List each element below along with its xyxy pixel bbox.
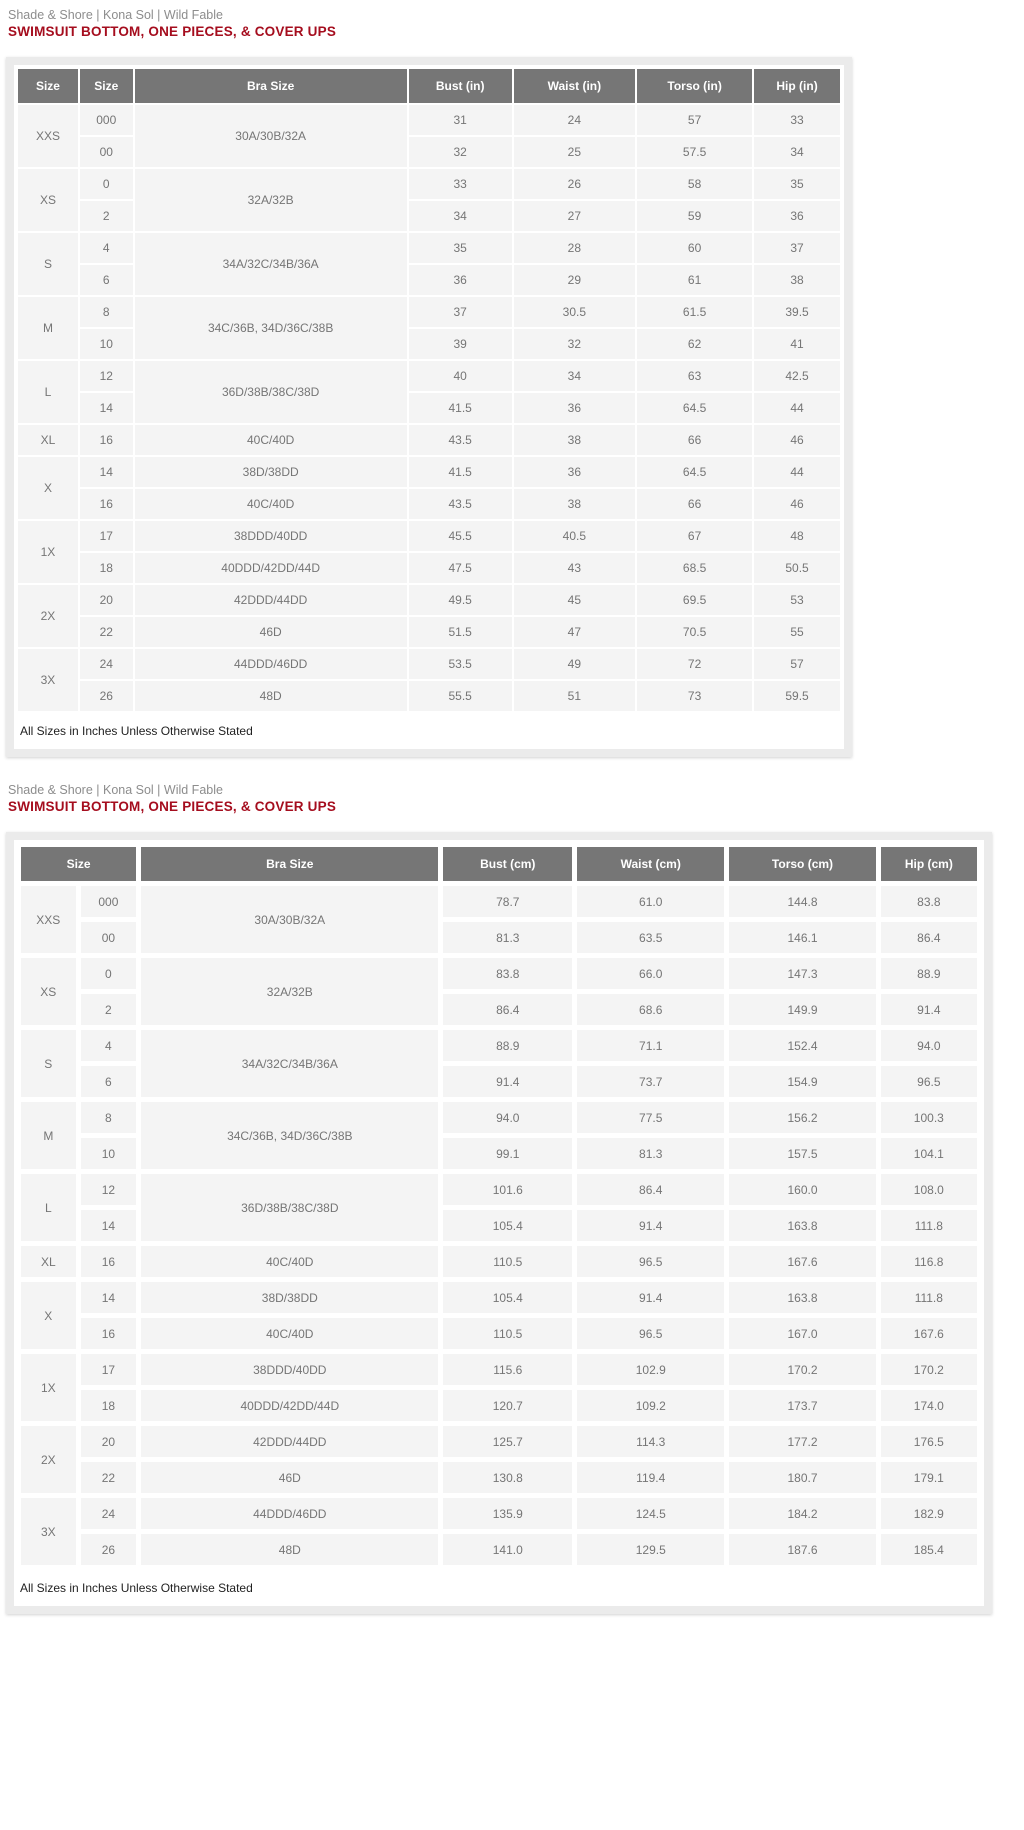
bust-cell: 51.5 bbox=[409, 617, 512, 647]
bra-size-cell: 38DDD/40DD bbox=[135, 521, 407, 551]
torso-cell: 154.9 bbox=[729, 1066, 875, 1097]
torso-cell: 144.8 bbox=[729, 886, 875, 917]
bust-cell: 32 bbox=[409, 137, 512, 167]
waist-cell: 68.6 bbox=[577, 994, 724, 1025]
size-group-cell: XL bbox=[21, 1246, 76, 1277]
bust-cell: 83.8 bbox=[443, 958, 572, 989]
waist-cell: 66.0 bbox=[577, 958, 724, 989]
waist-cell: 73.7 bbox=[577, 1066, 724, 1097]
torso-cell: 70.5 bbox=[637, 617, 752, 647]
torso-cell: 61 bbox=[637, 265, 752, 295]
waist-cell: 91.4 bbox=[577, 1282, 724, 1313]
size-number-cell: 22 bbox=[80, 617, 133, 647]
table-row bbox=[21, 1282, 977, 1313]
torso-cell: 57 bbox=[637, 105, 752, 135]
bust-cell: 43.5 bbox=[409, 489, 512, 519]
page-title: SWIMSUIT BOTTOM, ONE PIECES, & COVER UPS bbox=[8, 799, 337, 814]
bust-cell: 81.3 bbox=[443, 922, 572, 953]
hip-cell: 44 bbox=[754, 393, 840, 423]
waist-cell: 61.0 bbox=[577, 886, 724, 917]
bust-cell: 41.5 bbox=[409, 457, 512, 487]
bust-cell: 47.5 bbox=[409, 553, 512, 583]
bust-cell: 39 bbox=[409, 329, 512, 359]
waist-cell: 29 bbox=[514, 265, 636, 295]
hip-cell: 116.8 bbox=[881, 1246, 977, 1277]
bra-size-cell: 30A/30B/32A bbox=[135, 105, 407, 167]
bra-size-cell: 48D bbox=[141, 1534, 438, 1565]
hip-cell: 39.5 bbox=[754, 297, 840, 327]
bra-size-cell: 38D/38DD bbox=[141, 1282, 438, 1313]
waist-cell: 34 bbox=[514, 361, 636, 391]
table-row bbox=[18, 617, 840, 647]
bra-size-cell: 46D bbox=[141, 1462, 438, 1493]
size-group-cell: S bbox=[18, 233, 78, 295]
waist-cell: 30.5 bbox=[514, 297, 636, 327]
column-header: Bust (in) bbox=[409, 69, 512, 103]
hip-cell: 59.5 bbox=[754, 681, 840, 711]
hip-cell: 96.5 bbox=[881, 1066, 977, 1097]
page-title: SWIMSUIT BOTTOM, ONE PIECES, & COVER UPS bbox=[8, 24, 337, 39]
size-group-cell: 2X bbox=[18, 585, 78, 647]
waist-cell: 102.9 bbox=[577, 1354, 724, 1385]
table-row bbox=[18, 649, 840, 679]
torso-cell: 146.1 bbox=[729, 922, 875, 953]
hip-cell: 46 bbox=[754, 489, 840, 519]
torso-cell: 187.6 bbox=[729, 1534, 875, 1565]
size-number-cell: 000 bbox=[81, 886, 137, 917]
bra-size-cell: 36D/38B/38C/38D bbox=[141, 1174, 438, 1241]
hip-cell: 167.6 bbox=[881, 1318, 977, 1349]
size-group-cell: 1X bbox=[21, 1354, 76, 1421]
bra-size-cell: 44DDD/46DD bbox=[135, 649, 407, 679]
hip-cell: 170.2 bbox=[881, 1354, 977, 1385]
bust-cell: 110.5 bbox=[443, 1318, 572, 1349]
table-footnote: All Sizes in Inches Unless Otherwise Stated bbox=[16, 1570, 982, 1604]
torso-cell: 163.8 bbox=[729, 1282, 875, 1313]
hip-cell: 100.3 bbox=[881, 1102, 977, 1133]
torso-cell: 177.2 bbox=[729, 1426, 875, 1457]
size-chart-container-cm bbox=[6, 832, 992, 1614]
size-number-cell: 16 bbox=[80, 489, 133, 519]
size-number-cell: 0 bbox=[80, 169, 133, 199]
hip-cell: 91.4 bbox=[881, 994, 977, 1025]
bra-size-cell: 48D bbox=[135, 681, 407, 711]
torso-cell: 59 bbox=[637, 201, 752, 231]
size-number-cell: 18 bbox=[81, 1390, 137, 1421]
hip-cell: 46 bbox=[754, 425, 840, 455]
bust-cell: 53.5 bbox=[409, 649, 512, 679]
torso-cell: 167.6 bbox=[729, 1246, 875, 1277]
waist-cell: 24 bbox=[514, 105, 636, 135]
bra-size-cell: 36D/38B/38C/38D bbox=[135, 361, 407, 423]
size-number-cell: 14 bbox=[80, 393, 133, 423]
size-number-cell: 24 bbox=[81, 1498, 137, 1529]
bra-size-cell: 40C/40D bbox=[135, 425, 407, 455]
bra-size-cell: 40DDD/42DD/44D bbox=[135, 553, 407, 583]
column-header: Bust (cm) bbox=[443, 847, 572, 881]
bust-cell: 105.4 bbox=[443, 1210, 572, 1241]
size-number-cell: 17 bbox=[81, 1354, 137, 1385]
bra-size-cell: 34A/32C/34B/36A bbox=[135, 233, 407, 295]
size-number-cell: 00 bbox=[80, 137, 133, 167]
bust-cell: 33 bbox=[409, 169, 512, 199]
hip-cell: 34 bbox=[754, 137, 840, 167]
size-number-cell: 14 bbox=[81, 1282, 137, 1313]
hip-cell: 182.9 bbox=[881, 1498, 977, 1529]
bust-cell: 78.7 bbox=[443, 886, 572, 917]
bust-cell: 101.6 bbox=[443, 1174, 572, 1205]
table-row bbox=[18, 681, 840, 711]
waist-cell: 86.4 bbox=[577, 1174, 724, 1205]
hip-cell: 179.1 bbox=[881, 1462, 977, 1493]
size-number-cell: 16 bbox=[81, 1246, 137, 1277]
bra-size-cell: 42DDD/44DD bbox=[135, 585, 407, 615]
size-group-cell: L bbox=[21, 1174, 76, 1241]
size-number-cell: 22 bbox=[81, 1462, 137, 1493]
header-row bbox=[18, 69, 840, 103]
bra-size-cell: 30A/30B/32A bbox=[141, 886, 438, 953]
waist-cell: 63.5 bbox=[577, 922, 724, 953]
table-row bbox=[21, 1318, 977, 1349]
torso-cell: 58 bbox=[637, 169, 752, 199]
bust-cell: 34 bbox=[409, 201, 512, 231]
bra-size-cell: 34C/36B, 34D/36C/38B bbox=[135, 297, 407, 359]
table-row bbox=[21, 1534, 977, 1565]
hip-cell: 36 bbox=[754, 201, 840, 231]
hip-cell: 55 bbox=[754, 617, 840, 647]
waist-cell: 81.3 bbox=[577, 1138, 724, 1169]
size-number-cell: 14 bbox=[80, 457, 133, 487]
hip-cell: 37 bbox=[754, 233, 840, 263]
size-group-cell: M bbox=[18, 297, 78, 359]
table-row bbox=[18, 585, 840, 615]
waist-cell: 96.5 bbox=[577, 1246, 724, 1277]
waist-cell: 71.1 bbox=[577, 1030, 724, 1061]
bra-size-cell: 32A/32B bbox=[135, 169, 407, 231]
size-number-cell: 12 bbox=[81, 1174, 137, 1205]
size-group-cell: XL bbox=[18, 425, 78, 455]
size-number-cell: 6 bbox=[80, 265, 133, 295]
waist-cell: 96.5 bbox=[577, 1318, 724, 1349]
bust-cell: 110.5 bbox=[443, 1246, 572, 1277]
size-number-cell: 26 bbox=[81, 1534, 137, 1565]
size-number-cell: 8 bbox=[80, 297, 133, 327]
breadcrumb: Shade & Shore | Kona Sol | Wild Fable bbox=[8, 8, 223, 22]
hip-cell: 57 bbox=[754, 649, 840, 679]
bra-size-cell: 38D/38DD bbox=[135, 457, 407, 487]
torso-cell: 72 bbox=[637, 649, 752, 679]
hip-cell: 50.5 bbox=[754, 553, 840, 583]
size-number-cell: 8 bbox=[81, 1102, 137, 1133]
size-number-cell: 14 bbox=[81, 1210, 137, 1241]
bust-cell: 49.5 bbox=[409, 585, 512, 615]
size-number-cell: 4 bbox=[80, 233, 133, 263]
bust-cell: 125.7 bbox=[443, 1426, 572, 1457]
column-header: Waist (cm) bbox=[577, 847, 724, 881]
size-number-cell: 2 bbox=[81, 994, 137, 1025]
size-group-cell: XXS bbox=[21, 886, 76, 953]
column-header: Hip (in) bbox=[754, 69, 840, 103]
size-group-cell: S bbox=[21, 1030, 76, 1097]
bust-cell: 41.5 bbox=[409, 393, 512, 423]
waist-cell: 27 bbox=[514, 201, 636, 231]
hip-cell: 44 bbox=[754, 457, 840, 487]
waist-cell: 129.5 bbox=[577, 1534, 724, 1565]
torso-cell: 66 bbox=[637, 425, 752, 455]
torso-cell: 68.5 bbox=[637, 553, 752, 583]
breadcrumb: Shade & Shore | Kona Sol | Wild Fable bbox=[8, 783, 223, 797]
torso-cell: 62 bbox=[637, 329, 752, 359]
size-number-cell: 20 bbox=[80, 585, 133, 615]
bust-cell: 37 bbox=[409, 297, 512, 327]
torso-cell: 63 bbox=[637, 361, 752, 391]
size-number-cell: 18 bbox=[80, 553, 133, 583]
torso-cell: 170.2 bbox=[729, 1354, 875, 1385]
bust-cell: 36 bbox=[409, 265, 512, 295]
hip-cell: 94.0 bbox=[881, 1030, 977, 1061]
hip-cell: 174.0 bbox=[881, 1390, 977, 1421]
size-group-cell: 3X bbox=[21, 1498, 76, 1565]
bust-cell: 31 bbox=[409, 105, 512, 135]
torso-cell: 173.7 bbox=[729, 1390, 875, 1421]
size-number-cell: 24 bbox=[80, 649, 133, 679]
table-row bbox=[18, 553, 840, 583]
size-number-cell: 10 bbox=[81, 1138, 137, 1169]
torso-cell: 67 bbox=[637, 521, 752, 551]
bra-size-cell: 40C/40D bbox=[141, 1246, 438, 1277]
torso-cell: 73 bbox=[637, 681, 752, 711]
bust-cell: 99.1 bbox=[443, 1138, 572, 1169]
bra-size-cell: 32A/32B bbox=[141, 958, 438, 1025]
size-number-cell: 16 bbox=[80, 425, 133, 455]
bust-cell: 115.6 bbox=[443, 1354, 572, 1385]
size-number-cell: 10 bbox=[80, 329, 133, 359]
waist-cell: 109.2 bbox=[577, 1390, 724, 1421]
hip-cell: 48 bbox=[754, 521, 840, 551]
column-header: Torso (cm) bbox=[729, 847, 875, 881]
table-row bbox=[21, 1030, 977, 1061]
size-number-cell: 20 bbox=[81, 1426, 137, 1457]
bust-cell: 135.9 bbox=[443, 1498, 572, 1529]
hip-cell: 42.5 bbox=[754, 361, 840, 391]
bra-size-cell: 40C/40D bbox=[135, 489, 407, 519]
table-row bbox=[21, 1102, 977, 1133]
bust-cell: 43.5 bbox=[409, 425, 512, 455]
waist-cell: 43 bbox=[514, 553, 636, 583]
hip-cell: 83.8 bbox=[881, 886, 977, 917]
column-header: Size bbox=[21, 847, 136, 881]
table-row bbox=[18, 521, 840, 551]
waist-cell: 47 bbox=[514, 617, 636, 647]
hip-cell: 38 bbox=[754, 265, 840, 295]
table-row bbox=[21, 1426, 977, 1457]
size-group-cell: L bbox=[18, 361, 78, 423]
waist-cell: 51 bbox=[514, 681, 636, 711]
hip-cell: 108.0 bbox=[881, 1174, 977, 1205]
bust-cell: 105.4 bbox=[443, 1282, 572, 1313]
size-number-cell: 6 bbox=[81, 1066, 137, 1097]
torso-cell: 184.2 bbox=[729, 1498, 875, 1529]
table-row bbox=[21, 1498, 977, 1529]
bust-cell: 45.5 bbox=[409, 521, 512, 551]
bust-cell: 88.9 bbox=[443, 1030, 572, 1061]
table-row bbox=[18, 233, 840, 263]
table-row bbox=[18, 169, 840, 199]
size-number-cell: 12 bbox=[80, 361, 133, 391]
hip-cell: 176.5 bbox=[881, 1426, 977, 1457]
torso-cell: 157.5 bbox=[729, 1138, 875, 1169]
bust-cell: 55.5 bbox=[409, 681, 512, 711]
size-group-cell: X bbox=[21, 1282, 76, 1349]
column-header: Hip (cm) bbox=[881, 847, 977, 881]
column-header: Torso (in) bbox=[637, 69, 752, 103]
size-chart-table-inches bbox=[16, 67, 842, 713]
size-group-cell: 2X bbox=[21, 1426, 76, 1493]
column-header: Size bbox=[18, 69, 78, 103]
torso-cell: 57.5 bbox=[637, 137, 752, 167]
size-chart-section-cm bbox=[0, 757, 1024, 1614]
hip-cell: 185.4 bbox=[881, 1534, 977, 1565]
bust-cell: 120.7 bbox=[443, 1390, 572, 1421]
size-number-cell: 2 bbox=[80, 201, 133, 231]
table-row bbox=[21, 1174, 977, 1205]
size-number-cell: 00 bbox=[81, 922, 137, 953]
bust-cell: 91.4 bbox=[443, 1066, 572, 1097]
bra-size-cell: 40DDD/42DD/44D bbox=[141, 1390, 438, 1421]
size-number-cell: 0 bbox=[81, 958, 137, 989]
hip-cell: 41 bbox=[754, 329, 840, 359]
waist-cell: 38 bbox=[514, 489, 636, 519]
hip-cell: 88.9 bbox=[881, 958, 977, 989]
header-row bbox=[21, 847, 977, 881]
bra-size-cell: 34A/32C/34B/36A bbox=[141, 1030, 438, 1097]
size-number-cell: 4 bbox=[81, 1030, 137, 1061]
hip-cell: 104.1 bbox=[881, 1138, 977, 1169]
torso-cell: 64.5 bbox=[637, 457, 752, 487]
size-number-cell: 17 bbox=[80, 521, 133, 551]
table-row bbox=[18, 457, 840, 487]
bra-size-cell: 40C/40D bbox=[141, 1318, 438, 1349]
bust-cell: 86.4 bbox=[443, 994, 572, 1025]
bust-cell: 130.8 bbox=[443, 1462, 572, 1493]
waist-cell: 40.5 bbox=[514, 521, 636, 551]
waist-cell: 124.5 bbox=[577, 1498, 724, 1529]
torso-cell: 152.4 bbox=[729, 1030, 875, 1061]
table-row bbox=[21, 1246, 977, 1277]
waist-cell: 32 bbox=[514, 329, 636, 359]
torso-cell: 180.7 bbox=[729, 1462, 875, 1493]
hip-cell: 53 bbox=[754, 585, 840, 615]
bust-cell: 94.0 bbox=[443, 1102, 572, 1133]
hip-cell: 86.4 bbox=[881, 922, 977, 953]
bra-size-cell: 38DDD/40DD bbox=[141, 1354, 438, 1385]
torso-cell: 60 bbox=[637, 233, 752, 263]
torso-cell: 66 bbox=[637, 489, 752, 519]
size-group-cell: 1X bbox=[18, 521, 78, 583]
waist-cell: 91.4 bbox=[577, 1210, 724, 1241]
waist-cell: 49 bbox=[514, 649, 636, 679]
waist-cell: 38 bbox=[514, 425, 636, 455]
bust-cell: 35 bbox=[409, 233, 512, 263]
table-row bbox=[18, 297, 840, 327]
size-chart-table-cm bbox=[16, 842, 982, 1570]
size-number-cell: 16 bbox=[81, 1318, 137, 1349]
torso-cell: 160.0 bbox=[729, 1174, 875, 1205]
column-header: Bra Size bbox=[141, 847, 438, 881]
torso-cell: 163.8 bbox=[729, 1210, 875, 1241]
torso-cell: 156.2 bbox=[729, 1102, 875, 1133]
hip-cell: 111.8 bbox=[881, 1210, 977, 1241]
torso-cell: 64.5 bbox=[637, 393, 752, 423]
torso-cell: 147.3 bbox=[729, 958, 875, 989]
table-row bbox=[21, 1462, 977, 1493]
table-row bbox=[21, 1390, 977, 1421]
waist-cell: 114.3 bbox=[577, 1426, 724, 1457]
table-row bbox=[18, 489, 840, 519]
size-chart-section-inches bbox=[0, 0, 1024, 757]
bust-cell: 40 bbox=[409, 361, 512, 391]
waist-cell: 119.4 bbox=[577, 1462, 724, 1493]
table-row bbox=[21, 1354, 977, 1385]
size-number-cell: 26 bbox=[80, 681, 133, 711]
size-group-cell: XS bbox=[21, 958, 76, 1025]
torso-cell: 69.5 bbox=[637, 585, 752, 615]
table-row bbox=[18, 425, 840, 455]
bra-size-cell: 44DDD/46DD bbox=[141, 1498, 438, 1529]
torso-cell: 167.0 bbox=[729, 1318, 875, 1349]
waist-cell: 36 bbox=[514, 457, 636, 487]
hip-cell: 111.8 bbox=[881, 1282, 977, 1313]
size-chart-container-inches bbox=[6, 57, 852, 757]
waist-cell: 28 bbox=[514, 233, 636, 263]
table-footnote: All Sizes in Inches Unless Otherwise Stated bbox=[16, 713, 842, 747]
waist-cell: 36 bbox=[514, 393, 636, 423]
table-row bbox=[18, 105, 840, 135]
size-group-cell: XS bbox=[18, 169, 78, 231]
column-header: Size bbox=[80, 69, 133, 103]
size-group-cell: XXS bbox=[18, 105, 78, 167]
hip-cell: 35 bbox=[754, 169, 840, 199]
waist-cell: 77.5 bbox=[577, 1102, 724, 1133]
size-group-cell: 3X bbox=[18, 649, 78, 711]
table-row bbox=[21, 886, 977, 917]
bust-cell: 141.0 bbox=[443, 1534, 572, 1565]
table-row bbox=[21, 958, 977, 989]
torso-cell: 149.9 bbox=[729, 994, 875, 1025]
bra-size-cell: 46D bbox=[135, 617, 407, 647]
waist-cell: 25 bbox=[514, 137, 636, 167]
torso-cell: 61.5 bbox=[637, 297, 752, 327]
bra-size-cell: 42DDD/44DD bbox=[141, 1426, 438, 1457]
size-group-cell: X bbox=[18, 457, 78, 519]
waist-cell: 26 bbox=[514, 169, 636, 199]
size-group-cell: M bbox=[21, 1102, 76, 1169]
waist-cell: 45 bbox=[514, 585, 636, 615]
bra-size-cell: 34C/36B, 34D/36C/38B bbox=[141, 1102, 438, 1169]
hip-cell: 33 bbox=[754, 105, 840, 135]
table-row bbox=[18, 361, 840, 391]
column-header: Waist (in) bbox=[514, 69, 636, 103]
column-header: Bra Size bbox=[135, 69, 407, 103]
size-number-cell: 000 bbox=[80, 105, 133, 135]
